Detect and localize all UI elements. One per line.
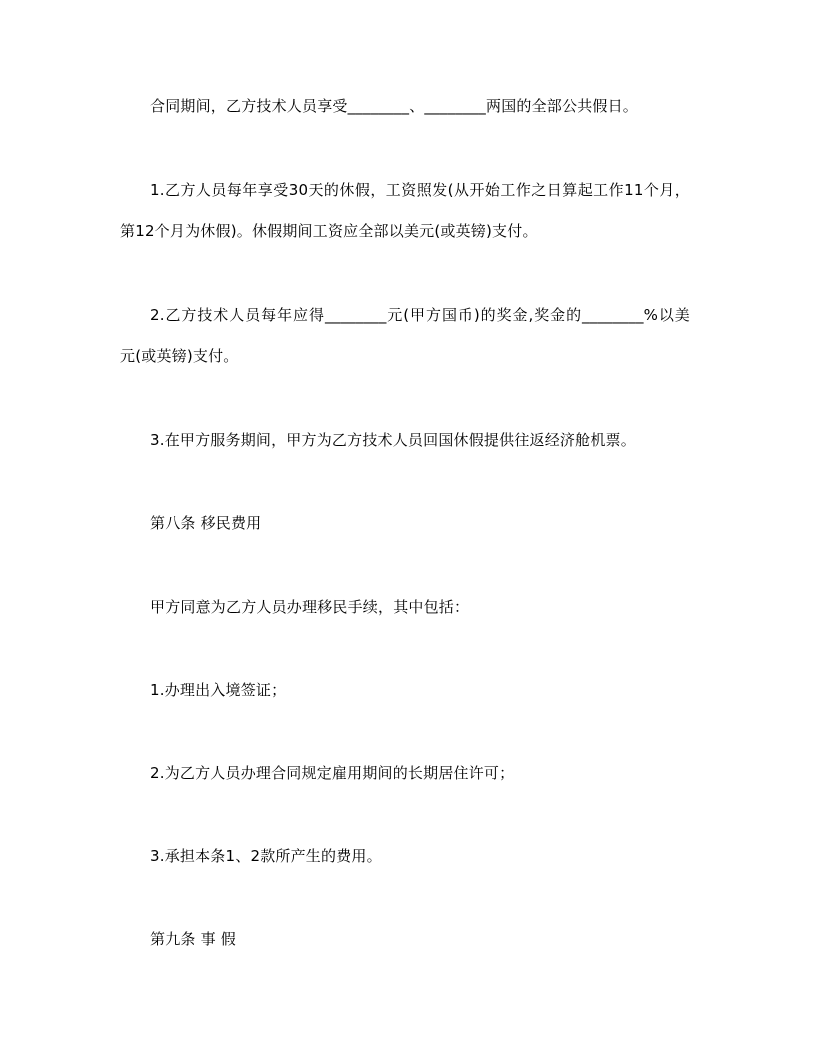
paragraph-airfare: 3.在甲方服务期间，甲方为乙方技术人员回国休假提供往返经济舱机票。 — [150, 431, 636, 449]
article-9-heading: 第九条 事 假 — [150, 930, 236, 948]
paragraph-leave-1-line-2: 第12个月为休假)。休假期间工资应全部以美元(或英镑)支付。 — [120, 222, 538, 240]
list-item-costs: 3.承担本条1、2款所产生的费用。 — [150, 847, 382, 865]
list-item-residence-permit: 2.为乙方人员办理合同规定雇用期间的长期居住许可； — [150, 764, 515, 782]
list-item-visa: 1.办理出入境签证； — [150, 681, 287, 699]
paragraph-bonus-line-1: 2.乙方技术人员每年应得________元(甲方国币)的奖金,奖金的________%以美 — [150, 306, 690, 324]
paragraph-immigration-intro: 甲方同意为乙方人员办理移民手续，其中包括： — [150, 598, 470, 616]
paragraph-public-holidays: 合同期间，乙方技术人员享受________、________两国的全部公共假日。 — [150, 97, 639, 115]
paragraph-leave-1-line-1: 1.乙方人员每年享受30天的休假，工资照发(从开始工作之日算起工作11个月， — [150, 181, 690, 199]
paragraph-bonus-line-2: 元(或英镑)支付。 — [120, 347, 239, 365]
article-8-heading: 第八条 移民费用 — [150, 514, 262, 532]
